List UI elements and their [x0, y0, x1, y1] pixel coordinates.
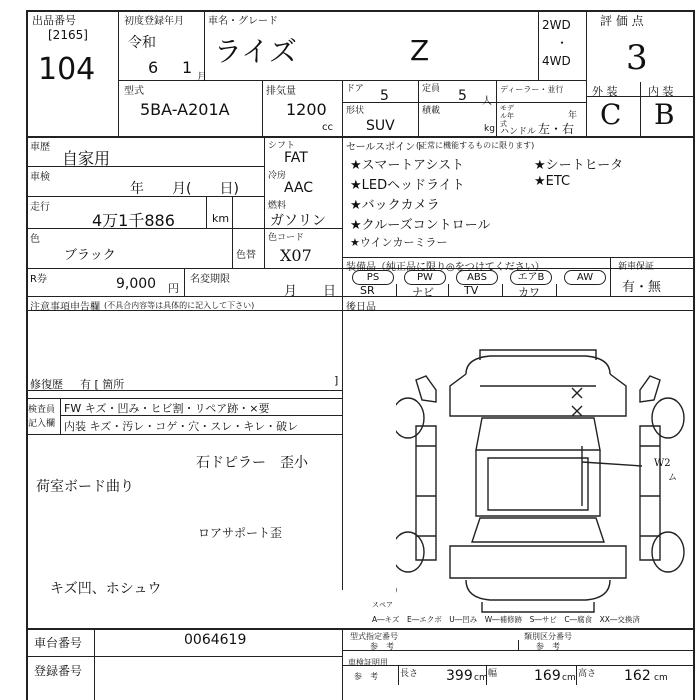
divider	[518, 640, 519, 650]
month-unit: 月	[197, 72, 207, 83]
load-label: 積載	[422, 106, 441, 116]
shift-label: シフト	[268, 141, 296, 151]
month: 1	[182, 58, 193, 77]
displacement-unit: cc	[322, 122, 333, 133]
divider	[206, 196, 207, 228]
divider	[342, 80, 343, 136]
divider	[26, 390, 342, 391]
equipment-option: AW	[564, 270, 606, 285]
damage-legend: A―キズ E―エクボ U―凹み W―補修跡 S―サビ C―腐食 XX―交換済	[372, 615, 640, 624]
handle-value: 左・右	[538, 122, 575, 136]
chassis-value: 0064619	[184, 632, 247, 648]
mileage-unit: km	[212, 212, 230, 225]
new-car-value: 有・無	[622, 280, 662, 295]
divider	[342, 628, 343, 700]
reference-2: 参 考	[536, 642, 560, 651]
height-label: 高さ	[578, 669, 597, 679]
divider	[342, 665, 694, 666]
new-car-label: 新車保証	[618, 262, 655, 272]
height-unit: cm	[654, 673, 668, 683]
handle-label: ハンドル	[500, 127, 537, 137]
repair-close: ]	[334, 374, 339, 387]
hand-note-3: ロアサポート歪	[198, 526, 283, 540]
width-label: 幅	[488, 669, 498, 679]
hand-note-4: キズ凹、ホシュウ	[50, 581, 162, 597]
category-no-label: 類別区分番号	[524, 632, 572, 641]
divider	[184, 268, 185, 296]
load-unit: kg	[484, 124, 495, 134]
divider	[556, 284, 557, 296]
length-unit: cm	[474, 673, 488, 683]
dealer-label: ディーラー・並行	[500, 85, 564, 94]
divider	[398, 665, 399, 685]
chassis-label: 車台番号	[34, 636, 83, 650]
caution-label: 注意事項申告欄	[30, 302, 100, 313]
equipment-option-bottom: SR	[360, 284, 375, 297]
era: 令和	[128, 35, 156, 51]
inspector-label-top: 検査員	[28, 405, 56, 415]
width-value: 169	[534, 668, 561, 684]
fuel-label: 燃料	[268, 201, 287, 211]
divider	[342, 310, 694, 311]
year-unit: 年	[568, 111, 578, 121]
category-label: 車歴	[30, 142, 50, 153]
score-label: 評 価 点	[600, 14, 644, 28]
selling-points-title: セールスポイント	[346, 142, 426, 153]
hand-note-1: 石ドピラー 歪小	[196, 455, 308, 471]
score-value: 3	[626, 38, 648, 78]
car-body-diagram	[396, 346, 692, 622]
mark-w2: W2	[654, 458, 671, 469]
divider	[576, 665, 577, 685]
doors-value: 5	[380, 88, 389, 104]
caution-note: (不具合内容等は具体的に記入して下さい)	[104, 301, 255, 310]
year: 6	[148, 58, 159, 77]
mileage-value: 4万1千886	[92, 211, 175, 230]
reference-3: 参 考	[354, 672, 378, 681]
grade-name: Z	[410, 34, 430, 67]
reference-1: 参 考	[370, 642, 394, 651]
lot-number: 104	[38, 52, 96, 87]
recycle-unit: 円	[168, 282, 179, 295]
divider	[538, 10, 539, 80]
after-market-label: 後日品	[346, 302, 376, 313]
model-label: 型式	[124, 86, 144, 97]
drive-2wd: 2WD	[542, 18, 571, 32]
divider	[342, 650, 694, 651]
equipment-option: PW	[404, 270, 446, 285]
divider	[264, 136, 265, 268]
model-value: 5BA-A201A	[140, 100, 230, 119]
equipment-option: ABS	[456, 270, 498, 285]
width-unit: cm	[562, 673, 576, 683]
interior-grade: B	[654, 98, 675, 131]
divider	[118, 10, 119, 136]
capacity-value: 5	[458, 88, 467, 104]
selling-point-item: ★クルーズコントロール	[350, 218, 491, 233]
ac-label: 冷房	[268, 171, 287, 181]
capacity-unit: 人	[482, 96, 492, 107]
repair-label: 修復歴	[30, 378, 63, 391]
name-label: 車名・グレード	[208, 16, 278, 27]
inspection-value: 年 月( 日)	[130, 181, 239, 197]
inspector-label-bottom: 記入欄	[28, 419, 56, 429]
interior-row: 内装 キズ・汚レ・コゲ・穴・スレ・キレ・破レ	[64, 420, 299, 433]
car-name: ライズ	[214, 35, 297, 68]
recycle-label: R券	[30, 274, 47, 285]
equipment-option-bottom: カワ	[518, 286, 540, 299]
color-code-label: 色コード	[268, 233, 305, 243]
divider	[586, 10, 587, 136]
new-cert-label: 車検証明用	[348, 658, 388, 667]
divider	[448, 284, 449, 296]
first-reg-label: 初度登録年月	[124, 16, 184, 27]
divider	[26, 434, 342, 435]
designation-label: 型式指定番号	[350, 632, 398, 641]
interior-label: 内 装	[648, 85, 674, 98]
equipment-option-bottom: TV	[464, 284, 479, 297]
selling-point-item: ★シートヒータ	[534, 158, 624, 173]
length-value: 399	[446, 668, 473, 684]
recycle-value: 9,000	[116, 276, 157, 292]
title-change-label: 名変期限	[190, 274, 230, 285]
selling-point-item: ★スマートアシスト	[350, 158, 465, 173]
capacity-label: 定員	[422, 84, 441, 94]
displacement-label: 排気量	[266, 86, 296, 97]
divider	[232, 196, 233, 228]
ac-value: AAC	[284, 180, 314, 196]
hand-note-2: 荷室ボード曲り	[36, 479, 134, 495]
drive-dot: ・	[556, 36, 569, 50]
displacement-value: 1200	[286, 100, 327, 119]
equipment-option: エアB	[510, 270, 552, 285]
length-label: 長さ	[400, 669, 419, 679]
color-code-value: X07	[280, 246, 312, 265]
selling-points-note: (正常に機能するものに限ります)	[416, 141, 535, 150]
divider	[60, 398, 61, 434]
divider	[94, 628, 95, 700]
model-year-label: モデル年式	[500, 104, 514, 128]
exterior-label: 外 装	[592, 85, 618, 98]
selling-point-item: ★ETC	[534, 174, 571, 189]
border-right	[693, 10, 695, 700]
category-value: 自家用	[62, 149, 111, 168]
divider	[26, 656, 342, 657]
mileage-label: 走行	[30, 202, 50, 213]
color-change-label: 色替	[236, 250, 256, 261]
drive-4wd: 4WD	[542, 54, 571, 68]
divider	[418, 80, 419, 136]
shift-value: FAT	[284, 150, 308, 166]
divider	[262, 80, 263, 136]
selling-point-item: ★ウインカーミラー	[350, 236, 448, 249]
shape-label: 形状	[346, 106, 365, 116]
color-value: ブラック	[64, 248, 116, 263]
equipment-option: PS	[352, 270, 394, 285]
repair-value: 有 [ 箇所	[80, 378, 125, 391]
lot-ref: [2165]	[48, 28, 88, 42]
selling-point-item: ★LEDヘッドライト	[350, 178, 465, 193]
selling-point-item: ★バックカメラ	[350, 198, 440, 213]
spare-label: スペア	[372, 601, 393, 609]
divider	[640, 82, 641, 136]
color-label: 色	[30, 234, 40, 245]
inspection-label: 車検	[30, 172, 50, 183]
lot-label: 出品番号	[32, 14, 76, 27]
equipment-title: 装備品（純正品に限り◎をつけてください）	[346, 262, 545, 273]
exterior-grade: C	[600, 98, 622, 131]
fuel-value: ガソリン	[270, 213, 326, 229]
divider	[342, 136, 343, 590]
divider	[610, 257, 611, 296]
doors-label: ドア	[346, 84, 364, 94]
divider	[496, 80, 497, 136]
divider	[26, 628, 694, 630]
reg-label: 登録番号	[34, 664, 83, 678]
divider	[396, 284, 397, 296]
height-value: 162	[624, 668, 651, 684]
divider	[26, 398, 342, 399]
mark-u: ム	[668, 473, 678, 483]
equipment-option-bottom: ナビ	[412, 286, 434, 299]
shape-value: SUV	[366, 118, 395, 134]
divider	[502, 284, 503, 296]
title-change-value: 月 日	[284, 284, 337, 299]
fw-row: FW キズ・凹み・ヒビ割・リペア跡・×要	[64, 402, 270, 415]
border-left	[26, 10, 28, 700]
divider	[232, 228, 233, 268]
